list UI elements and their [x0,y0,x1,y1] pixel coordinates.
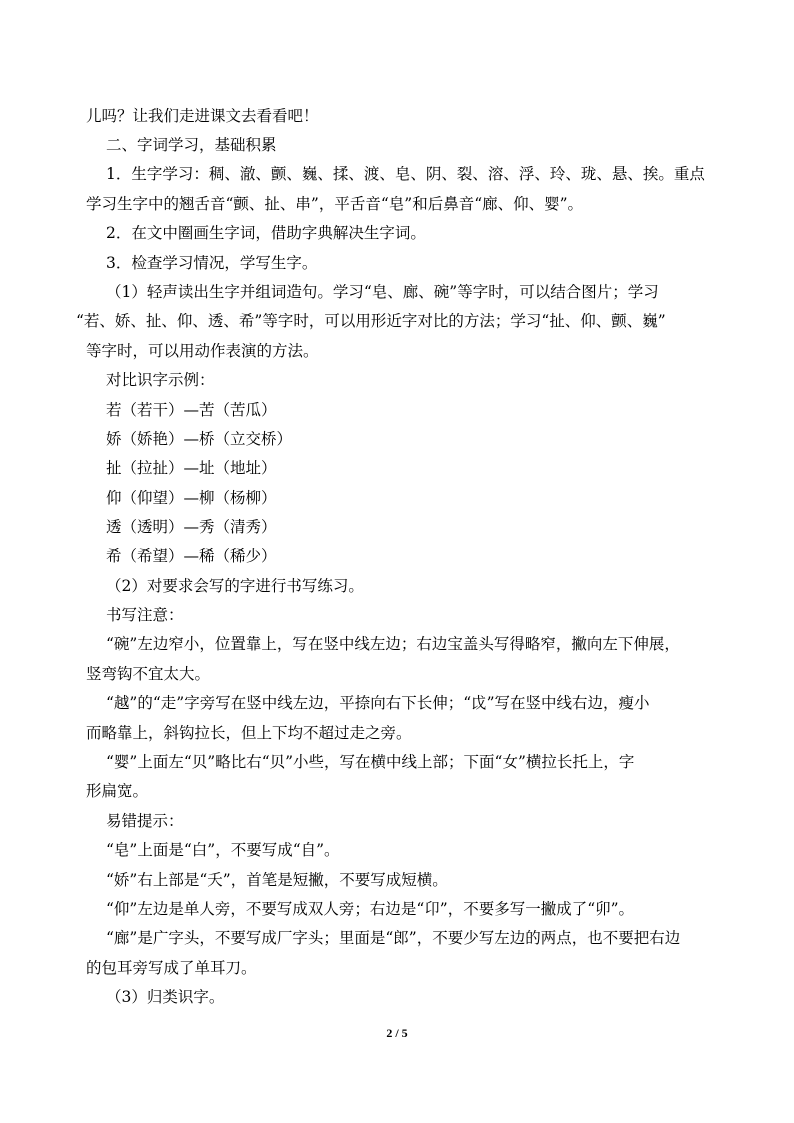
text-line: “娇”右上部是“夭”，首笔是短撇，不要写成短横。 [106,871,448,889]
text-line: 而略靠上，斜钩拉长，但上下均不超过走之旁。 [86,724,412,742]
text-line: （2）对要求会写的字进行书写练习。 [106,577,364,595]
text-line: 对比识字示例： [106,371,215,389]
text-line: 竖弯钩不宜太大。 [86,665,211,683]
text-line: “仰”左边是单人旁，不要写成双人旁；右边是“卬”，不要多写一撇成了“卯”。 [106,900,635,918]
text-line: 书写注意： [106,606,184,624]
text-line: “碗”左边窄小，位置靠上，写在竖中线左边；右边宝盖头写得略窄，撇向左下伸展， [106,635,680,653]
text-line: （1）轻声读出生字并组词造句。学习“皂、廊、碗”等字时，可以结合图片；学习 [106,283,659,301]
example-line: 透（透明）—秀（清秀） [106,518,277,536]
text-line: 1．生字学习：稠、澈、颤、巍、揉、渡、皂、阴、裂、溶、浮、玲、珑、悬、挨。重点 [106,165,705,183]
text-line: “皂”上面是“白”，不要写成“自”。 [106,841,340,859]
text-line: 学习生字中的翘舌音“颤、扯、串”，平舌音“皂”和后鼻音“廊、仰、婴”。 [86,195,584,213]
example-line: 娇（娇艳）—桥（立交桥） [106,430,293,448]
text-line: 2．在文中圈画生字词，借助字典解决生字词。 [106,224,426,242]
text-line: 易错提示： [106,812,184,830]
text-line: “廊”是广字头，不要写成厂字头；里面是“郎”，不要少写左边的两点，也不要把右边 [106,929,681,947]
text-line: “若、娇、扯、仰、透、希”等字时，可以用形近字对比的方法；学习“扯、仰、颤、巍” [76,312,666,330]
example-line: 希（希望）—稀（稀少） [106,547,277,565]
example-line: 若（若干）—苦（苦瓜） [106,401,277,419]
text-line: 形扁宽。 [86,782,149,800]
example-line: 扯（拉扯）—址（地址） [106,459,277,477]
text-line: 儿吗？让我们走进课文去看看吧！ [86,107,319,125]
text-line: 的包耳旁写成了单耳刀。 [86,959,257,977]
text-line: 等字时，可以用动作表演的方法。 [86,342,319,360]
text-line: （3）归类识字。 [106,988,225,1006]
text-line: 3．检查学习情况，学写生字。 [106,254,318,272]
text-line: “婴”上面左“贝”略比右“贝”小些，写在横中线上部；下面“女”横拉长托上，字 [106,753,635,771]
page-number: 2 / 5 [386,1026,408,1040]
section-heading: 二、字词学习，基础积累 [106,136,277,154]
example-line: 仰（仰望）—柳（杨柳） [106,489,277,507]
text-line: “越”的“走”字旁写在竖中线左边，平捺向右下长伸；“戉”写在竖中线右边，瘦小 [106,694,650,712]
